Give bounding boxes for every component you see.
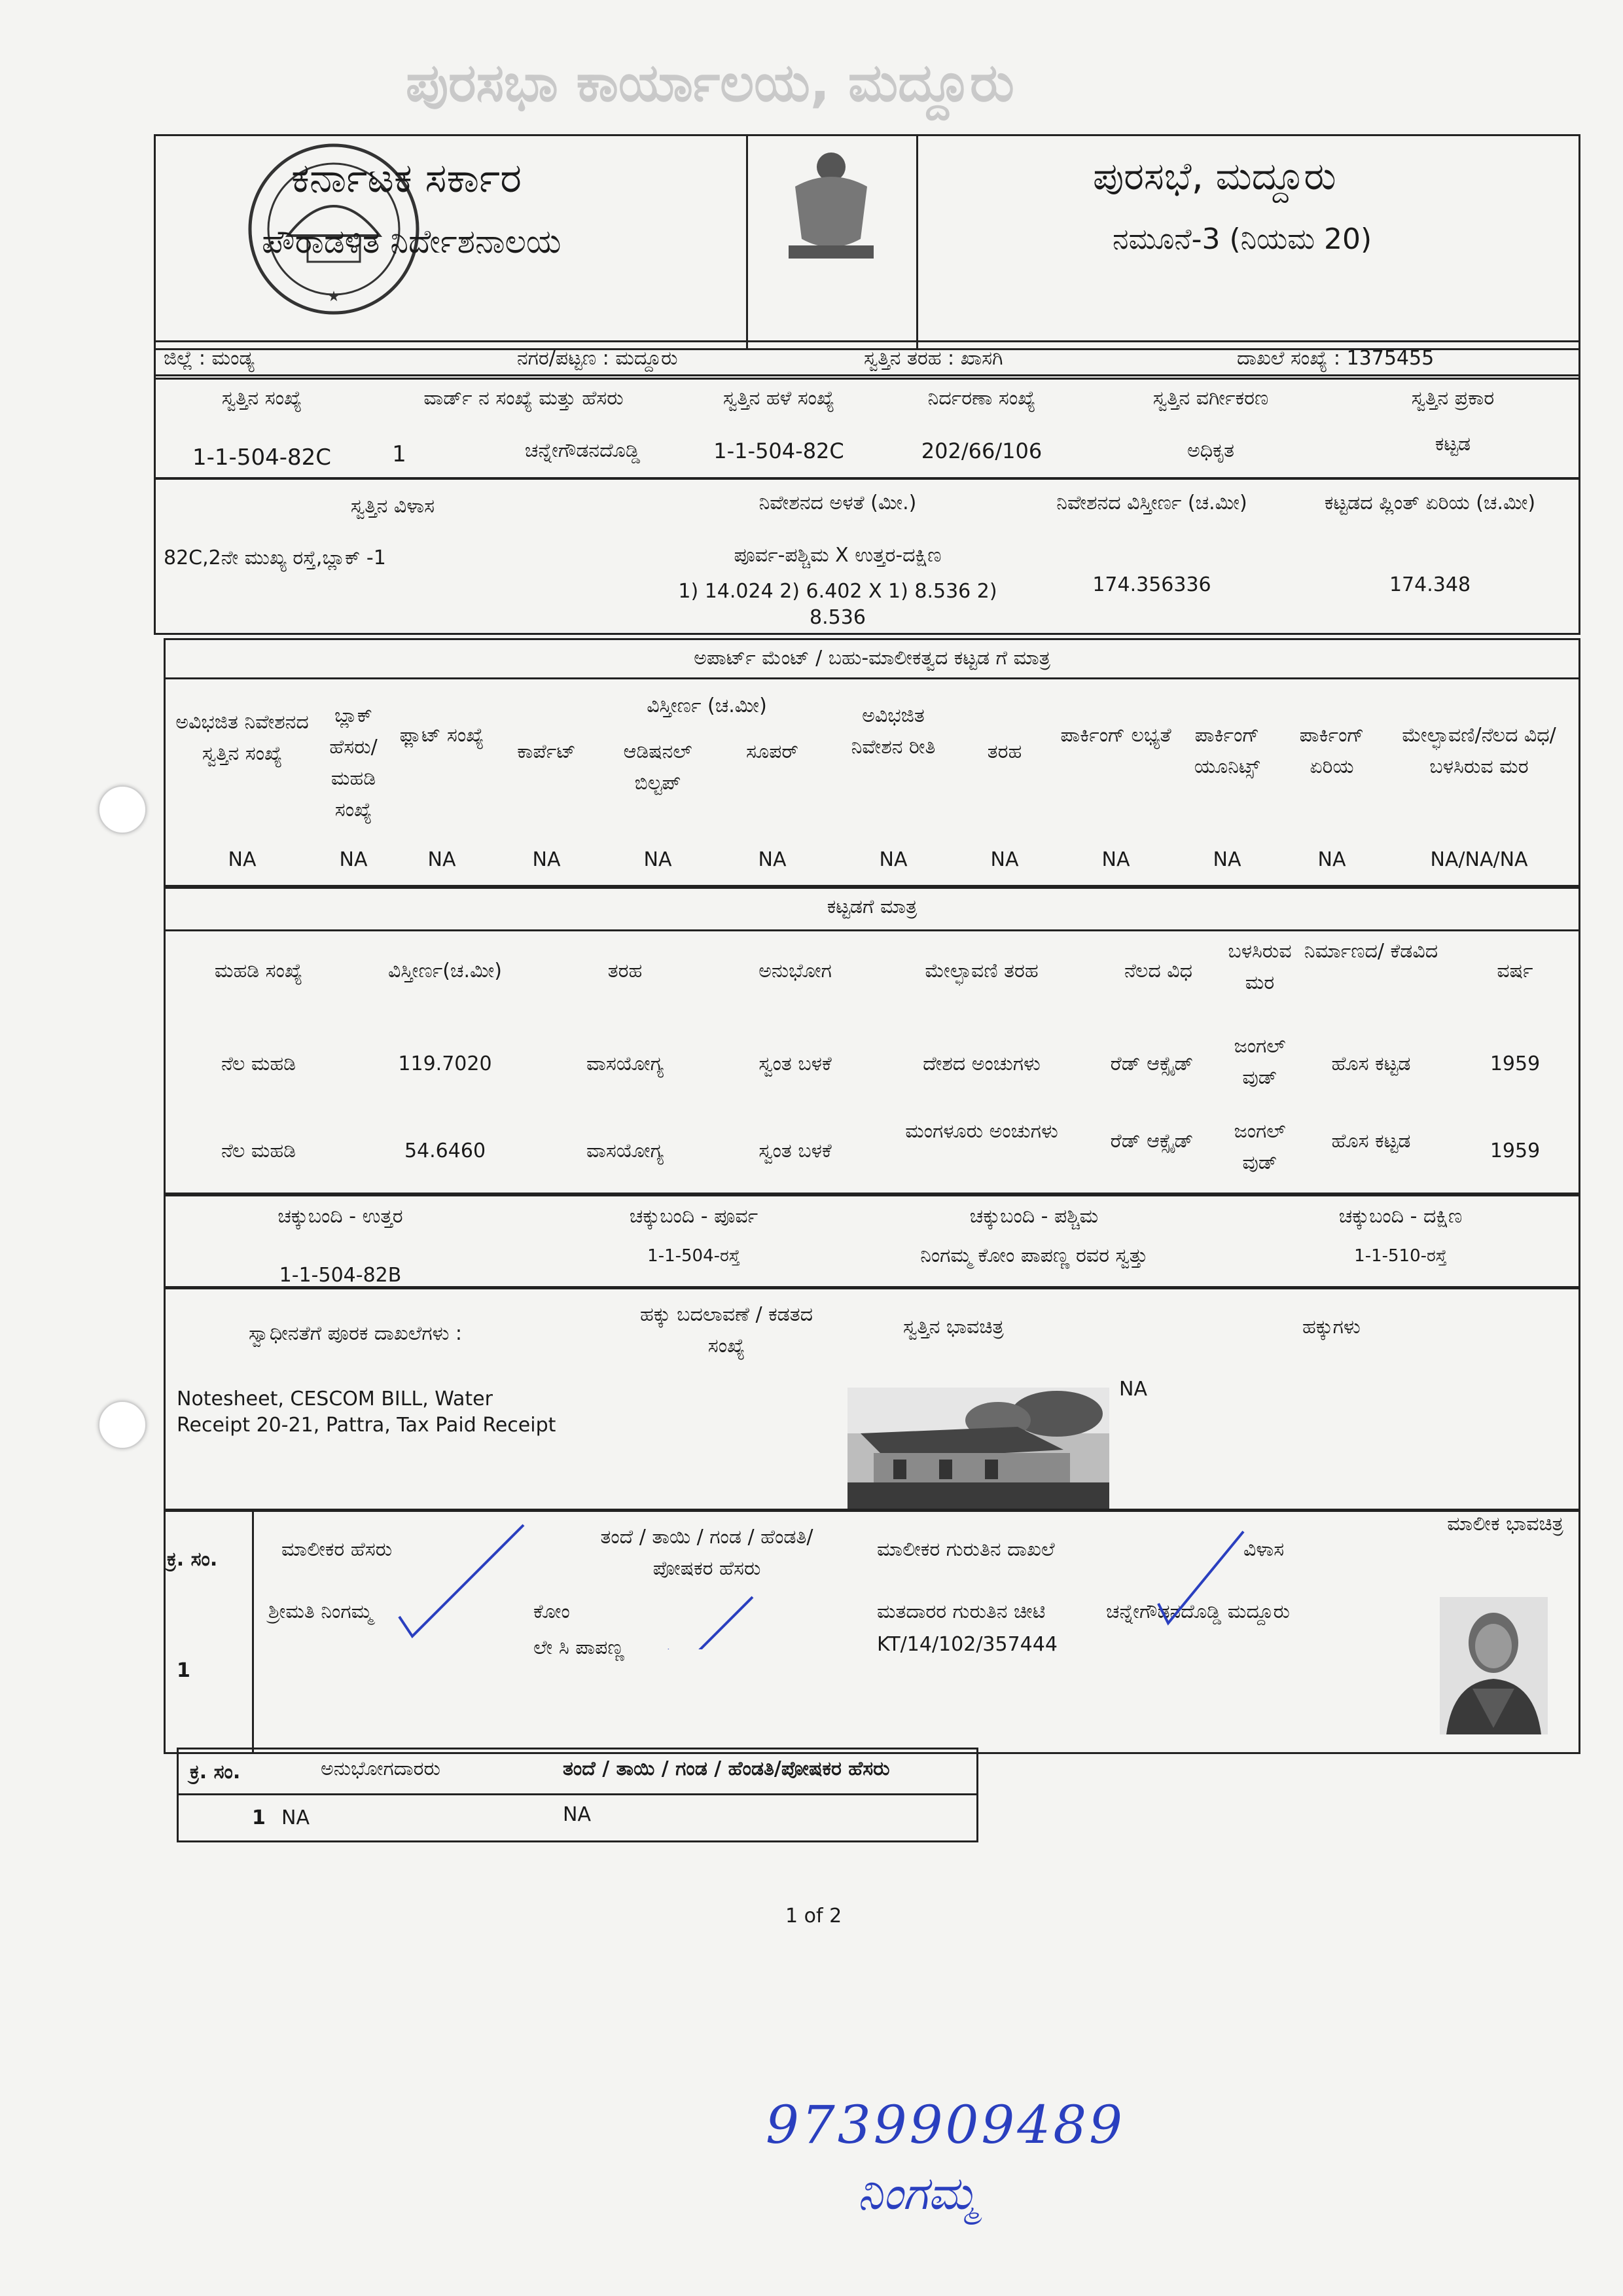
classification: ಅಧಿಕೃತ xyxy=(1186,439,1235,462)
east-boundary-label: ಚಕ್ಕುಬಂದಿ - ಪೂರ್ವ xyxy=(629,1205,758,1228)
dimension-value: 1) 14.024 2) 6.402 X 1) 8.536 2) xyxy=(678,580,997,603)
ward-number: 1 xyxy=(392,441,406,467)
proof-documents-line1: Notesheet, CESCOM BILL, Water xyxy=(177,1388,493,1410)
kind-header: ಸ್ವತ್ತಿನ ಪ್ರಕಾರ xyxy=(1411,387,1495,410)
plinth-area: 174.348 xyxy=(1389,573,1471,596)
occupant-name-header: ಅನುಭೋಗದಾರರು xyxy=(321,1757,440,1780)
undivided-site-number-header: ಅವಿಭಜಿತ ನಿವೇಶನದ ಸ್ವತ್ತಿನ ಸಂಖ್ಯೆ xyxy=(175,711,309,765)
record-number: ದಾಖಲೆ ಸಂಖ್ಯೆ : 1375455 xyxy=(1237,347,1435,370)
apartment-title: ಅಪಾರ್ಟ್ ಮೆಂಟ್ / ಬಹು-ಮಾಲೀಕತ್ವದ ಕಟ್ಟಡ ಗೆ ಮಾತ್ರ xyxy=(694,647,1050,670)
owner-id-number: KT/14/102/357444 xyxy=(877,1633,1058,1656)
north-boundary-label: ಚಕ್ಕುಬಂದಿ - ಉತ್ತರ xyxy=(277,1205,403,1228)
owner-address: ಚನ್ನೇಗೌಡನದೊಡ್ಡಿ ಮದ್ದೂರು xyxy=(1106,1600,1290,1623)
owner-photo-header: ಮಾಲೀಕ ಭಾವಚಿತ್ರ xyxy=(1447,1513,1563,1535)
owner-relative: ಲೇ ಸಿ ಪಾಪಣ್ಣ xyxy=(533,1636,624,1659)
form-number: ನಮೂನೆ-3 (ನಿಯಮ 20) xyxy=(1113,223,1372,256)
svg-text:★: ★ xyxy=(327,289,340,305)
page-number: 1 of 2 xyxy=(785,1905,842,1928)
address-label: ಸ್ವತ್ತಿನ ವಿಳಾಸ xyxy=(350,495,435,518)
building-title: ಕಟ್ಟಡಗೆ ಮಾತ್ರ xyxy=(827,895,918,918)
occupant-sl: 1 xyxy=(252,1806,266,1829)
plinth-area-label: ಕಟ್ಟಡದ ಪ್ಲಿಂತ್ ಏರಿಯ (ಚ.ಮೀ) xyxy=(1324,492,1536,514)
apartment-value: NA xyxy=(879,848,908,871)
west-boundary: ನಿಂಗಮ್ಮ ಕೋಂ ಪಾಪಣ್ಣ ರವರ ಸ್ವತ್ತು xyxy=(920,1244,1148,1267)
parking-units-header: ಪಾರ್ಕಿಂಗ್ ಯೂನಿಟ್ಸ್ xyxy=(1194,724,1260,778)
south-boundary-label: ಚಕ್ಕುಬಂದಿ - ದಕ್ಷಿಣ xyxy=(1338,1205,1463,1228)
wood-header: ಬಳಸಿರುವ ಮರ xyxy=(1228,940,1292,994)
carpet-header: ಕಾರ್ಪೆಟ್ xyxy=(517,740,576,763)
background-office-title: ಪುರಸಭಾ ಕಾರ್ಯಾಲಯ, ಮದ್ದೂರು xyxy=(406,52,1014,113)
flat-number-header: ಫ್ಲಾಟ್ ಸಂಖ್ಯೆ xyxy=(399,724,484,747)
owner-name-header: ಮಾಲೀಕರ ಹೆಸರು xyxy=(281,1538,393,1561)
property-photo-label: ಸ್ವತ್ತಿನ ಭಾವಚಿತ್ರ xyxy=(903,1316,1004,1338)
building-cell: 1959 xyxy=(1489,1139,1541,1162)
undivided-site-type-header: ಅವಿಭಜಿತ ನಿವೇಶನ ರೀತಿ xyxy=(851,704,936,759)
building-cell: ವಾಸಯೋಗ್ಯ xyxy=(586,1052,664,1075)
directorate-title: ಪೌರಾಡಳಿತ ನಿರ್ದೇಶನಾಲಯ xyxy=(262,223,562,260)
owner-sl: 1 xyxy=(177,1659,190,1682)
handwritten-owner-name: ನಿಂಗಮ್ಮ xyxy=(857,2166,978,2220)
building-cell: ದೇಶದ ಅಂಚುಗಳು xyxy=(923,1052,1041,1075)
owner-sl-header: ಕ್ರ. ಸಂ. xyxy=(167,1548,218,1571)
site-area-label: ನಿವೇಶನದ ವಿಸ್ತೀರ್ಣ (ಚ.ಮೀ) xyxy=(1056,492,1247,514)
district: ಜಿಲ್ಲೆ : ಮಂಡ್ಯ xyxy=(164,347,255,370)
apartment-value: NA xyxy=(990,848,1019,871)
additional-builtup-header: ಆಡಿಷನಲ್ ಬಿಲ್ಟಪ್ xyxy=(623,740,692,795)
floor-header: ಮಹಡಿ ಸಂಖ್ಯೆ xyxy=(214,960,303,982)
owner-relation: ಕೋಂ xyxy=(533,1600,570,1623)
property-kind: ಕಟ್ಟಡ xyxy=(1435,433,1471,456)
building-cell: ನೆಲ ಮಹಡಿ xyxy=(221,1052,296,1075)
apartment-value: NA xyxy=(1317,848,1346,871)
punch-hole xyxy=(98,785,147,834)
area-header: ವಿಸ್ತೀರ್ಣ(ಚ.ಮೀ) xyxy=(387,960,503,982)
building-cell: ಜಂಗಲ್ ವುಡ್ xyxy=(1234,1120,1286,1174)
owner-address-header: ವಿಳಾಸ xyxy=(1243,1538,1285,1561)
owner-name: ಶ್ರೀಮತಿ ನಿಂಗಮ್ಮ xyxy=(268,1600,373,1623)
property-address: 82C,2ನೇ ಮುಖ್ಯ ರಸ್ತೆ,ಬ್ಲಾಕ್ -1 xyxy=(164,547,386,569)
old-number: 1-1-504-82C xyxy=(713,439,844,463)
proof-documents-line2: Receipt 20-21, Pattra, Tax Paid Receipt xyxy=(177,1414,556,1437)
area-group-label: ವಿಸ್ತೀರ್ಣ (ಚ.ಮೀ) xyxy=(647,694,767,717)
owner-id-type: ಮತದಾರರ ಗುರುತಿನ ಚೀಟಿ xyxy=(877,1600,1046,1623)
property-photo xyxy=(847,1388,1109,1509)
apartment-value: NA xyxy=(339,848,368,871)
usage-header: ಅನುಭೋಗ xyxy=(758,960,832,982)
dimension-axis: ಪೂರ್ವ-ಪಶ್ಚಿಮ X ಉತ್ತರ-ದಕ್ಷಿಣ xyxy=(734,544,942,567)
apartment-value: NA xyxy=(532,848,561,871)
apartment-value: NA/NA/NA xyxy=(1430,848,1528,871)
occupant-sl-header: ಕ್ರ. ಸಂ. xyxy=(190,1761,241,1784)
parking-availability-header: ಪಾರ್ಕಿಂಗ್ ಲಭ್ಯತೆ xyxy=(1060,724,1171,747)
state-emblem-icon xyxy=(776,141,887,272)
property-number: 1-1-504-82C xyxy=(192,444,331,471)
apartment-value: NA xyxy=(643,848,672,871)
block-floor-header: ಬ್ಲಾಕ್ ಹೆಸರು/ ಮಹಡಿ ಸಂಖ್ಯೆ xyxy=(329,704,378,821)
building-cell: ಜಂಗಲ್ ವುಡ್ xyxy=(1234,1035,1286,1089)
assessment-header: ನಿರ್ದರಣಾ ಸಂಖ್ಯೆ xyxy=(927,387,1036,410)
apartment-type-header: ತರಹ xyxy=(987,740,1022,763)
super-header: ಸೂಪರ್ xyxy=(746,740,798,763)
building-cell: 119.7020 xyxy=(398,1052,492,1075)
town: ನಗರ/ಪಟ್ಟಣ : ಮದ್ದೂರು xyxy=(517,347,678,370)
apartment-value: NA xyxy=(1213,848,1241,871)
owner-photo xyxy=(1440,1597,1548,1734)
building-cell: ಮಂಗಳೂರು ಅಂಚುಗಳು xyxy=(905,1120,1058,1143)
possession-proof-label: ಸ್ವಾಧೀನತೆಗೆ ಪೂರಕ ದಾಖಲೆಗಳು : xyxy=(249,1322,463,1345)
building-cell: ವಾಸಯೋಗ್ಯ xyxy=(586,1139,664,1162)
year-header: ವರ್ಷ xyxy=(1497,960,1533,982)
east-boundary: 1-1-504-ರಸ್ತೆ xyxy=(647,1246,740,1266)
building-cell: ರೆಡ್ ಆಕ್ಸೈಡ್ xyxy=(1110,1052,1194,1075)
building-cell: ಸ್ವಂತ ಬಳಕೆ xyxy=(758,1139,832,1162)
occupant-parent-header: ತಂದೆ / ತಾಯಿ / ಗಂಡ / ಹೆಂಡತಿ/ಪೋಷಕರ ಹೆಸರು xyxy=(563,1757,890,1780)
dimension-value-continued: 8.536 xyxy=(810,606,866,629)
building-cell: ಸ್ವಂತ ಬಳಕೆ xyxy=(758,1052,832,1075)
handwritten-phone-number: 9739909489 xyxy=(766,2094,1125,2155)
occupant-parent: NA xyxy=(563,1803,591,1826)
apartment-value: NA xyxy=(427,848,456,871)
punch-hole xyxy=(98,1401,147,1449)
building-cell: ರೆಡ್ ಆಕ್ಸೈಡ್ xyxy=(1110,1130,1194,1153)
roof-type-header: ಮೇಲ್ಛಾವಣಿ ತರಹ xyxy=(925,960,1039,982)
transfer-file-label: ಹಕ್ಕು ಬದಲಾವಣೆ / ಕಡತದ ಸಂಖ್ಯೆ xyxy=(639,1303,813,1357)
construction-header: ನಿರ್ಮಾಣದ/ ಕೆಡವಿದ xyxy=(1304,940,1438,963)
west-boundary-label: ಚಕ್ಕುಬಂದಿ - ಪಶ್ಚಿಮ xyxy=(969,1205,1099,1228)
occupant-name: NA xyxy=(281,1806,310,1829)
building-cell: 54.6460 xyxy=(404,1139,486,1162)
north-boundary: 1-1-504-82B xyxy=(279,1264,402,1287)
old-number-header: ಸ್ವತ್ತಿನ ಹಳೆ ಸಂಖ್ಯೆ xyxy=(722,387,835,410)
floor-type-header: ನೆಲದ ವಿಧ xyxy=(1124,960,1192,982)
property-type: ಸ್ವತ್ತಿನ ತರಹ : ಖಾಸಗಿ xyxy=(864,347,1003,370)
classification-header: ಸ್ವತ್ತಿನ ವರ್ಗೀಕರಣ xyxy=(1152,387,1269,410)
roof-floor-wood-header: ಮೇಲ್ಛಾವಣಿ/ನೆಲದ ವಿಧ/ಬಳಸಿರುವ ಮರ xyxy=(1402,724,1556,778)
south-boundary: 1-1-510-ರಸ್ತೆ xyxy=(1354,1246,1447,1266)
property-number-header: ಸ್ವತ್ತಿನ ಸಂಖ್ಯೆ xyxy=(221,387,302,410)
parking-area-header: ಪಾರ್ಕಿಂಗ್ ಏರಿಯ xyxy=(1299,724,1364,778)
building-cell: 1959 xyxy=(1489,1052,1541,1075)
municipality-title: ಪುರಸಭೆ, ಮದ್ದೂರು xyxy=(1093,154,1336,198)
apartment-value: NA xyxy=(228,848,257,871)
govt-title: ಕರ್ನಾಟಕ ಸರ್ಕಾರ xyxy=(291,154,522,202)
apartment-value: NA xyxy=(1101,848,1130,871)
site-area: 174.356336 xyxy=(1092,573,1211,596)
owner-relative-header: ತಂದೆ / ತಾಯಿ / ಗಂಡ / ಹೆಂಡತಿ/ಪೋಷಕರ ಹೆಸರು xyxy=(600,1526,813,1580)
building-cell: ಹೊಸ ಕಟ್ಟಡ xyxy=(1331,1130,1411,1153)
owner-id-header: ಮಾಲೀಕರ ಗುರುತಿನ ದಾಖಲೆ xyxy=(877,1538,1055,1561)
ward-header: ವಾರ್ಡ್ ನ ಸಂಖ್ಯೆ ಮತ್ತು ಹೆಸರು xyxy=(423,387,624,410)
ward-name: ಚನ್ನೇಗೌಡನದೊಡ್ಡಿ xyxy=(524,439,641,462)
dimension-label: ನಿವೇಶನದ ಅಳತೆ (ಮೀ.) xyxy=(758,492,917,514)
rights-value: NA xyxy=(1119,1378,1147,1401)
building-cell: ನೆಲ ಮಹಡಿ xyxy=(221,1139,296,1162)
pen-tick-marks xyxy=(393,1512,1309,1649)
rights-label: ಹಕ್ಕುಗಳು xyxy=(1302,1316,1361,1338)
building-cell: ಹೊಸ ಕಟ್ಟಡ xyxy=(1331,1052,1411,1075)
type-header: ತರಹ xyxy=(607,960,643,982)
apartment-value: NA xyxy=(758,848,787,871)
assessment-number: 202/66/106 xyxy=(921,439,1043,463)
